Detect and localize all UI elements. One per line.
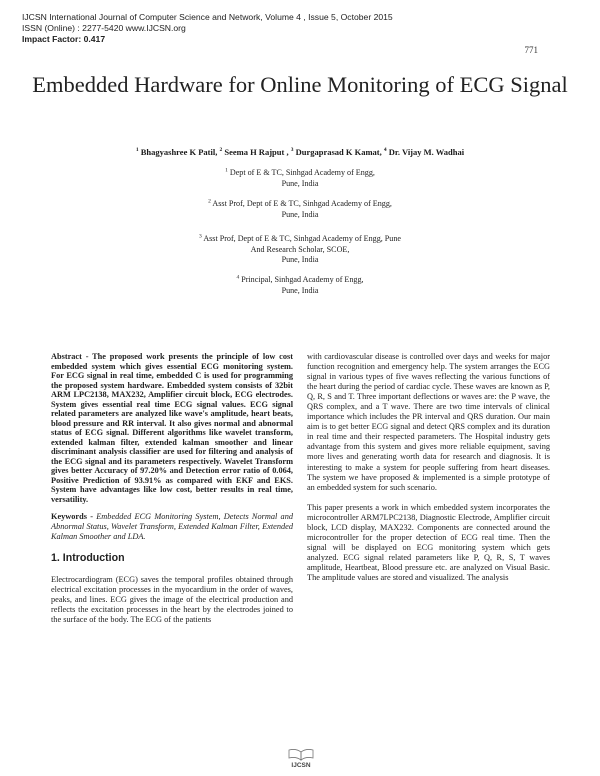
author-name: Seema H Rajput , <box>224 147 291 157</box>
affiliation-4: $^4$ Principal, Sinhgad Academy of Engg, Pune, India <box>236 274 364 295</box>
affiliation-3: $^3$ Asst Prof, Dept of E & TC, Sinhgad Academy of Engg, Pune And Research Scholar, SCOE, Pune, India <box>198 233 401 264</box>
affiliation-2: $^2$ Asst Prof, Dept of E & TC, Sinhgad Academy of Engg, Pune, India <box>208 198 392 219</box>
keywords <box>51 512 293 542</box>
journal-header <box>22 12 393 45</box>
abstract: Abstract - The proposed work presents the principle of low cost embedded system which gives essential ECG monitoring system. For ECG signal in real time, embedded C is used for programming the proposed system hardware. Embedded system consists of 32bit ARM LPC2138, MAX232, Amplifier circuit block, ECG electrodes. System gives essential real time ECG signal values. ECG signal related parameters are analyzed like wave's amplitude, heart beats, blood pressure and RR interval. It also gives normal and abnormal status of ECG signal. Different algorithms like wavelet transform, extended kalman filter, extended kalman smoother and linear discriminant analysis classifier are used for filtering and analysis of the ECG signal and its parameters respectively. Wavelet Transform gives better Accuracy of 97.20% and Detection error ratio of 0.064, Positive Prediction of 93.91% as compared with EKF and EKS. System have advantages like low cost, better results in real time, versatility. <box>51 352 293 504</box>
body-paragraph: with cardiovascular disease is controlled over days and weeks for major function recognition and emergency help. The system arranges the ECG signal in various types of five waves reflecting the various functions of the heart during the period of cardiac cycle. These waves are known as P, Q, R, S and T. Three important deflections or waves are: the P wave, the QRS complex, and a T wave. There are two time intervals of clinical importance which includes the PR interval and QRS duration. Our main aim is to get better ECG signal and detect QRS complex and its duration in real time and their respected parameters. The Hospital industry gets advantage from this system and gives more reliable equipment, saving more lives and generating worth data for research and diagnosis. It is interesting to make a system for people suffering from heart diseases. The system we have proposed & implemented is a simple prototype of an embedded system for such scenario. <box>307 352 550 492</box>
right-column <box>307 352 550 583</box>
left-column <box>51 352 293 625</box>
section-heading-introduction: 1. Introduction <box>51 552 125 565</box>
journal-logo <box>283 748 319 770</box>
keywords-text: Embedded ECG Monitoring System, Detects Normal and Abnormal Status, Wavelet Transform, Extended Kalman Filter, Extended Kalman Smoother and LDA. <box>51 512 293 542</box>
book-icon <box>288 748 314 762</box>
author-list: $^1$ Bhagyashree K Patil, $^2$ Seema H Rajput , $^3$ Durgaprasad K Kamat, $^4$ Dr. Vijay M. Wadhai <box>135 147 465 157</box>
paper-title: Embedded Hardware for Online Monitoring of ECG Signal <box>32 72 568 97</box>
affiliation-1: $^1$ Dept of E & TC, Sinhgad Academy of Engg, Pune, India <box>225 167 375 188</box>
intro-paragraph: Electrocardiogram (ECG) saves the temporal profiles obtained through electrical excitation processes in the myocardium in the order of waves, peaks, and lines. ECG gives the image of the electrical production and reflects the excitation processes in the heart by the electrodes joined to the surface of the body. The ECG of the patients <box>51 575 293 625</box>
journal-name: IJCSN International Journal of Computer Science and Network, Volume 4 , Issue 5, October 2015 <box>22 12 393 22</box>
impact-factor: Impact Factor: 0.417 <box>22 34 106 44</box>
logo-text: IJCSN <box>291 762 311 769</box>
body-paragraph: This paper presents a work in which embedded system incorporates the microcontroller ARM7LPC2138, Diagnostic Electrode, Amplifier circuit block, LCD display, MAX232. Components are connected around the microcontroller for the proper detection of ECG real time. Then the signal will be displayed on ECG monitoring system which gets analyzed. ECG signal related parameters like P, Q, R, S, T waves amplitude, Heartbeat, Blood pressure etc. are analyzed on Visual Basic. The amplitude values are stored and visualized. The analysis <box>307 502 550 582</box>
author-name: Durgaprasad K Kamat, <box>295 147 384 157</box>
author-name: Bhagyashree K Patil, <box>140 147 220 157</box>
issn-line: ISSN (Online) : 2277-5420 www.IJCSN.org <box>22 23 186 33</box>
author-name: Dr. Vijay M. Wadhai <box>388 147 465 157</box>
keywords-label: Keywords - <box>51 512 97 521</box>
page-number: 771 <box>524 45 538 55</box>
